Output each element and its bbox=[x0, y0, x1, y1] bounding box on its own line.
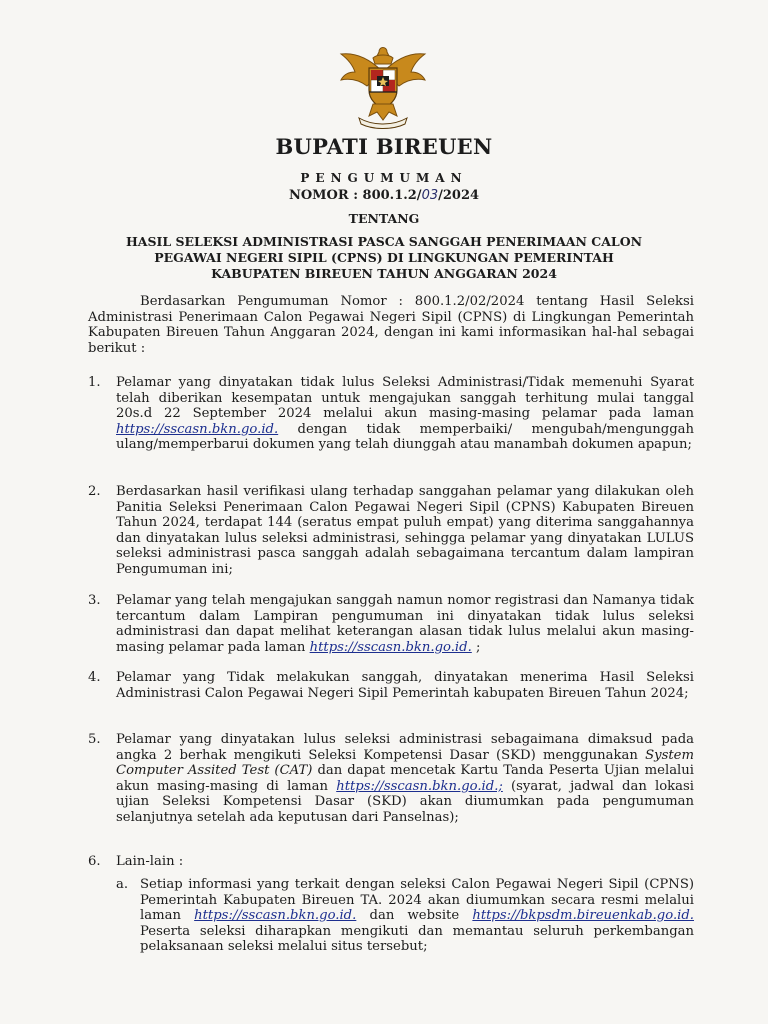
item-text: Pelamar yang dinyatakan tidak lulus Seleksi Administrasi/Tidak memenuhi Syarat telah diberikan kesempatan untuk mengajukan sanggah terhitung mulai tanggal 20s.d 22 September 2024 melalui akun masing-masing pelamar pada laman bbox=[116, 375, 694, 421]
sub-list-item bbox=[140, 877, 694, 955]
item-number: 4. bbox=[88, 670, 101, 685]
about-label: TENTANG bbox=[348, 211, 420, 226]
intro-paragraph: Berdasarkan Pengumuman Nomor : 800.1.2/02/2024 tentang Hasil Seleksi Administrasi Penerimaan Calon Pegawai Negeri Sipil (CPNS) di Lingkungan Pemerintah Kabupaten Bireuen Tahun Anggaran 2024, dengan ini kami informasikan hal-hal sebagai berikut : bbox=[88, 294, 694, 356]
sscasn-link[interactable]: https://sscasn.bkn.go.id.; bbox=[336, 778, 503, 794]
subject-line: PEGAWAI NEGERI SIPIL (CPNS) DI LINGKUNGAN PEMERINTAH bbox=[154, 250, 614, 265]
item-text: dan dapat mencetak Kartu Tanda Peserta Ujian melalui akun masing-masing di laman bbox=[116, 763, 694, 794]
item-number: 5. bbox=[88, 732, 101, 747]
sscasn-link[interactable]: https://sscasn.bkn.go.id. bbox=[309, 639, 472, 655]
sscasn-link[interactable]: https://sscasn.bkn.go.id. bbox=[116, 421, 279, 437]
list-item: Pelamar yang Tidak melakukan sanggah, dinyatakan menerima Hasil Seleksi Administrasi Calon Pegawai Negeri Sipil Pemerintah kabupaten Bireuen Tahun 2024; bbox=[116, 670, 694, 701]
list-item bbox=[116, 593, 694, 655]
item-text: Pelamar yang dinyatakan lulus seleksi administrasi sebagaimana dimaksud pada angka 2 berhak mengikuti Seleksi Kompetensi Dasar (SKD) menggunakan bbox=[116, 732, 694, 763]
document-subject bbox=[60, 234, 708, 282]
handwritten-number: 03 bbox=[421, 188, 439, 203]
garuda-emblem-icon bbox=[333, 42, 433, 132]
item-text: dan website bbox=[356, 908, 473, 923]
list-item: Berdasarkan hasil verifikasi ulang terhadap sanggahan pelamar yang dilakukan oleh Panitia Seleksi Penerimaan Calon Pegawai Negeri Sipil (CPNS) Kabupaten Bireuen Tahun 2024, terdapat 144 (seratus empat puluh empat) yang diterima sanggahannya dan dinyatakan lulus seleksi administrasi, sehingga pelamar yang dinyatakan LULUS seleksi administrasi pasca sanggah adalah sebagaimana tercantum dalam lampiran Pengumuman ini; bbox=[116, 484, 694, 577]
subject-line: KABUPATEN BIREUEN TAHUN ANGGARAN 2024 bbox=[211, 266, 557, 281]
item-number: 2. bbox=[88, 484, 101, 499]
item-text: (syarat, jadwal dan lokasi ujian Seleksi Kompetensi Dasar (SKD) akan diumumkan pada pengumuman selanjutnya setelah ada keputusan dari Panselnas); bbox=[116, 778, 694, 825]
list-item: Lain-lain : bbox=[116, 854, 184, 869]
announcement-label: PENGUMUMAN bbox=[300, 171, 468, 185]
document-title: BUPATI BIREUEN bbox=[275, 134, 493, 159]
bkpsdm-link[interactable]: https://bkpsdm.bireuenkab.go.id. bbox=[472, 908, 694, 923]
item-text: ; bbox=[471, 639, 481, 655]
item-text: Peserta seleksi diharapkan mengikuti dan memantau seluruh perkembangan pelaksanaan seleksi melalui situs tersebut; bbox=[140, 923, 694, 954]
list-item bbox=[116, 375, 694, 453]
number-suffix: /2024 bbox=[438, 188, 480, 203]
sscasn-link[interactable]: https://sscasn.bkn.go.id. bbox=[194, 908, 357, 923]
item-text: dengan tidak memperbaiki/ mengubah/mengunggah ulang/memperbarui dokumen yang telah diunggah atau manambah dokumen apapun; bbox=[116, 421, 694, 452]
subitem-letter: a. bbox=[116, 877, 129, 892]
number-prefix: NOMOR : 800.1.2/ bbox=[288, 188, 422, 203]
item-number: 3. bbox=[88, 593, 101, 608]
document-number bbox=[60, 188, 708, 203]
subject-line: HASIL SELEKSI ADMINISTRASI PASCA SANGGAH PENERIMAAN CALON bbox=[125, 234, 643, 249]
item-number: 1. bbox=[88, 375, 101, 390]
item-number: 6. bbox=[88, 854, 101, 869]
cat-term: System Computer Assited Test (CAT) bbox=[116, 747, 694, 778]
item-text: Setiap informasi yang terkait dengan seleksi Calon Pegawai Negeri Sipil (CPNS) Pemerintah Kabupaten Bireuen TA. 2024 akan diumumkan secara resmi melalui laman bbox=[140, 877, 694, 923]
item-text: Pelamar yang telah mengajukan sanggah namun nomor registrasi dan Namanya tidak tercantum dalam Lampiran pengumuman ini dinyatakan tidak lulus seleksi administrasi dan dapat melihat keterangan alasan tidak lulus melalui akun masing-masing pelamar pada laman bbox=[116, 593, 694, 655]
list-item bbox=[116, 732, 694, 825]
